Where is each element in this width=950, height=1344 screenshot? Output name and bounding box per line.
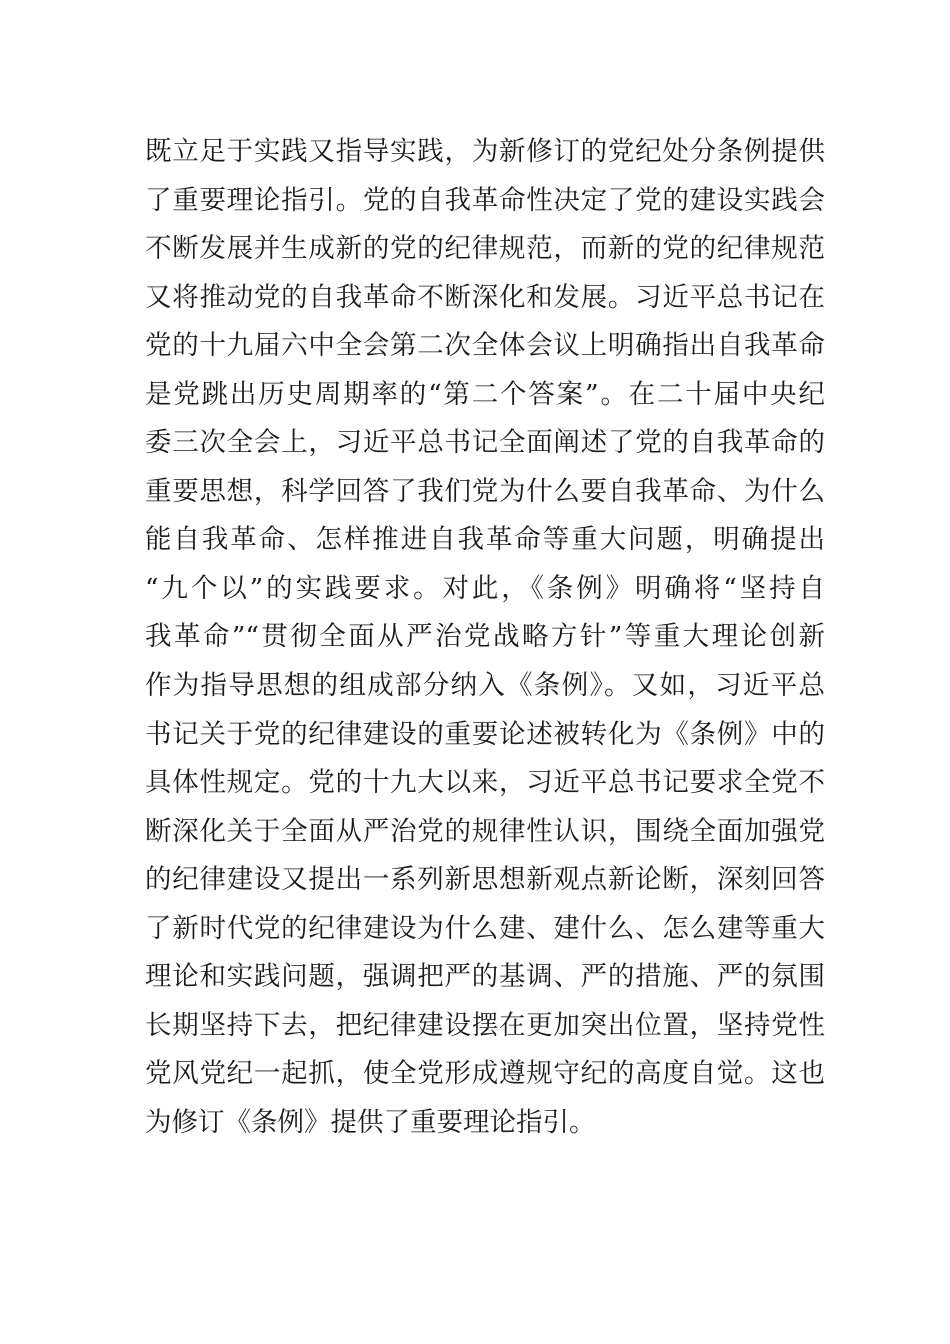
- paragraph-line: 作为指导思想的组成部分纳入《条例》。又如，习近平总: [145, 670, 825, 702]
- paragraph-line: 长期坚持下去，把纪律建设摆在更加突出位置，坚持党性: [145, 1009, 825, 1041]
- paragraph-line: 不断发展并生成新的党的纪律规范，而新的党的纪律规范: [145, 233, 825, 265]
- paragraph-line: 理论和实践问题，强调把严的基调、严的措施、严的氛围: [145, 961, 825, 993]
- paragraph-line: 委三次全会上，习近平总书记全面阐述了党的自我革命的: [145, 427, 825, 459]
- paragraph-line: 党的十九届六中全会第二次全体会议上明确指出自我革命: [145, 330, 825, 362]
- paragraph-line: 具体性规定。党的十九大以来，习近平总书记要求全党不: [145, 767, 825, 799]
- paragraph-line: 既立足于实践又指导实践，为新修订的党纪处分条例提供: [145, 136, 825, 167]
- paragraph-line: “九个以”的实践要求。对此，《条例》明确将“坚持自: [145, 572, 825, 604]
- paragraph-line: 能自我革命、怎样推进自我革命等重大问题，明确提出: [145, 524, 825, 556]
- paragraph-line: 书记关于党的纪律建设的重要论述被转化为《条例》中的: [145, 718, 825, 750]
- paragraph-line: 的纪律建设又提出一系列新思想新观点新论断，深刻回答: [145, 864, 825, 896]
- paragraph-line: 我革命”“贯彻全面从严治党战略方针”等重大理论创新: [145, 621, 825, 653]
- paragraph-line: 断深化关于全面从严治党的规律性认识，围绕全面加强党: [145, 815, 825, 847]
- paragraph-line: 了新时代党的纪律建设为什么建、建什么、怎么建等重大: [145, 912, 825, 944]
- paragraph-line: 党风党纪一起抓，使全党形成遵规守纪的高度自觉。这也: [145, 1058, 825, 1090]
- paragraph-line: 重要思想，科学回答了我们党为什么要自我革命、为什么: [145, 475, 825, 507]
- paragraph-line: 了重要理论指引。党的自我革命性决定了党的建设实践会: [145, 184, 825, 216]
- paragraph-line: 是党跳出历史周期率的“第二个答案”。在二十届中央纪: [145, 378, 825, 410]
- paragraph-line: 又将推动党的自我革命不断深化和发展。习近平总书记在: [145, 281, 825, 313]
- body-paragraph: [145, 128, 825, 1147]
- paragraph-line: 为修订《条例》提供了重要理论指引。: [145, 1106, 596, 1138]
